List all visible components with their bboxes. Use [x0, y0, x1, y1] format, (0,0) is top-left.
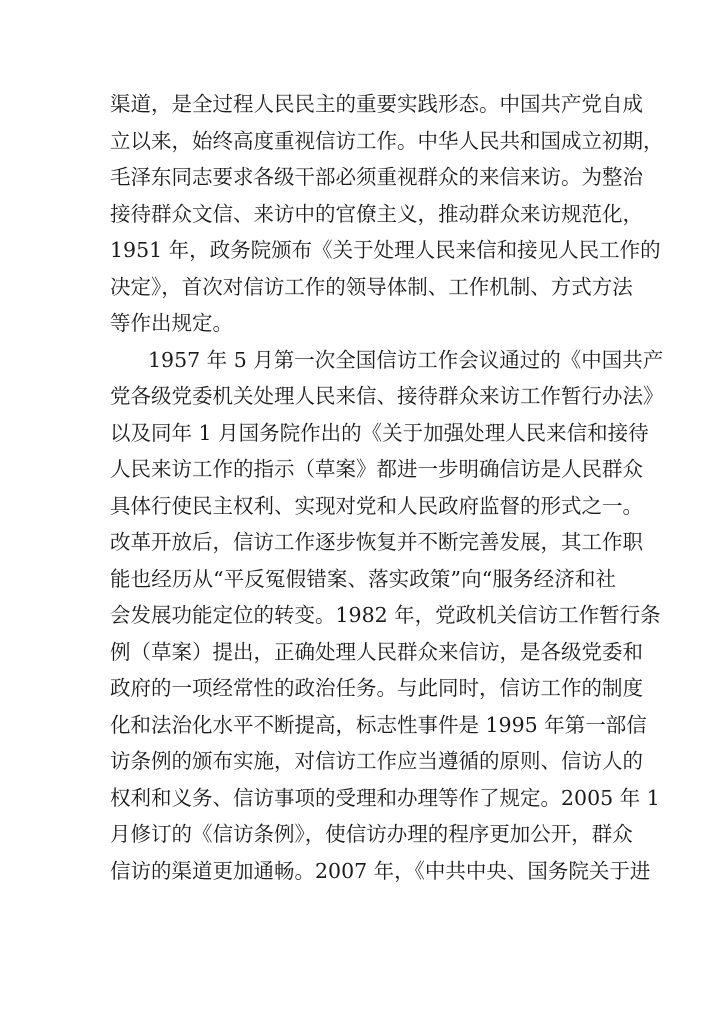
text-line: 改革开放后，信访工作逐步恢复并不断完善发展，其工作职: [110, 530, 643, 554]
text-line: 化和法治化水平不断提高，标志性事件是 1995 年第一部信: [110, 712, 647, 737]
body-text: [110, 86, 664, 889]
text-line: 能也经历从“平反冤假错案、落实政策”向“服务经济和社: [110, 566, 616, 591]
paragraph-start-line: 1957 年 5 月第一次全国信访工作会议通过的《中国共产: [148, 347, 664, 372]
text-line: 党各级党委机关处理人民来信、接待群众来访工作暂行办法》: [110, 384, 664, 408]
text-line: 访条例的颁布实施，对信访工作应当遵循的原则、信访人的: [110, 749, 643, 773]
text-line: 例（草案）提出，正确处理人民群众来信访，是各级党委和: [110, 639, 643, 664]
text-line: 政府的一项经常性的政治任务。与此同时，信访工作的制度: [110, 676, 643, 700]
text-line: 以及同年 1 月国务院作出的《关于加强处理人民来信和接待: [110, 420, 649, 445]
text-line: 等作出规定。: [110, 311, 233, 335]
text-line: 毛泽东同志要求各级干部必须重视群众的来信来访。为整治: [110, 165, 643, 189]
text-line: 渠道，是全过程人民民主的重要实践形态。中国共产党自成: [110, 92, 643, 116]
text-line: 接待群众文信、来访中的官僚主义，推动群众来访规范化，: [110, 201, 643, 226]
text-line: 权利和义务、信访事项的受理和办理等作了规定。2005 年 1: [110, 785, 660, 810]
text-line: 立以来，始终高度重视信访工作。中华人民共和国成立初期，: [110, 128, 664, 153]
text-line: 信访的渠道更加通畅。2007 年，《中共中央、国务院关于进: [110, 858, 651, 883]
text-line: 人民来访工作的指示（草案》都进一步明确信访是人民群众: [110, 457, 643, 481]
text-line: 具体行使民主权利、实现对党和人民政府监督的形式之一。: [110, 493, 643, 518]
text-line: 月修订的《信访条例》，使信访办理的程序更加公开，群众: [110, 822, 633, 846]
text-line: 决定》，首次对信访工作的领导体制、工作机制、方式方法: [110, 274, 633, 299]
text-line: 会发展功能定位的转变。1982 年，党政机关信访工作暂行条: [110, 603, 661, 627]
text-line: 1951 年，政务院颁布《关于处理人民来信和接见人民工作的: [110, 238, 661, 262]
